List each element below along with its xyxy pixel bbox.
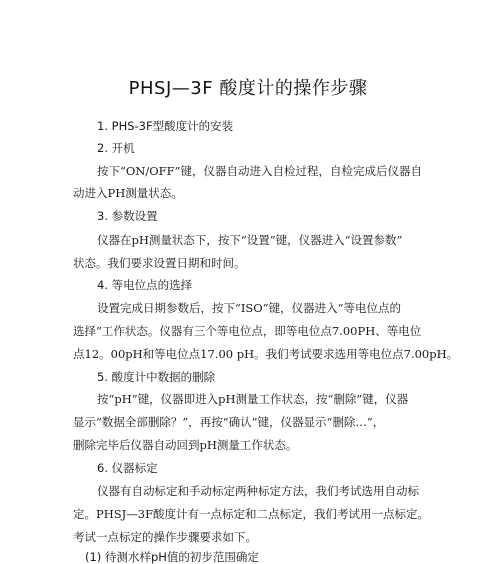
paragraph-line: 考试一点标定的操作步骤要求如下。 — [73, 530, 257, 544]
section-heading: 1. PHS-3F型酸度计的安装 — [97, 119, 234, 133]
paragraph-line: 选择”工作状态。仪器有三个等电位点，即等电位点7.00PH、等电位 — [73, 324, 422, 338]
paragraph-line: 显示“数据全部删除？”，再按“确认”键，仪器显示“删除…”， — [73, 415, 385, 429]
paragraph-line: 仪器在pH测量状态下，按下“设置”键，仪器进入“设置参数” — [97, 233, 403, 247]
document-title: PHSJ—3F 酸度计的操作步骤 — [128, 78, 368, 99]
section-heading: 2. 开机 — [97, 141, 135, 155]
section-heading: 3. 参数设置 — [97, 209, 158, 223]
section-heading: 6. 仪器标定 — [97, 461, 158, 475]
paragraph-line: 仪器有自动标定和手动标定两种标定方法，我们考试选用自动标 — [97, 484, 419, 498]
paragraph-line: 点12。00pH和等电位点17.00 pH。我们考试要求选用等电位点7.00pH。 — [73, 347, 459, 361]
section-heading: 4. 等电位点的选择 — [97, 278, 193, 292]
paragraph-line: 定。PHSJ—3F酸度计有一点标定和二点标定，我们考试用一点标定。 — [73, 507, 430, 521]
paragraph-line: 按“pH”键，仪器即进入pH测量工作状态，按“删除”键，仪器 — [97, 392, 409, 406]
paragraph-line: 按下“ON/OFF”键，仪器自动进入自检过程，自检完成后仪器自 — [97, 164, 423, 178]
paragraph-line: 设置完成日期参数后，按下“ISO”键，仪器进入“等电位点的 — [97, 301, 401, 315]
section-heading: (1) 待测水样pH值的初步范围确定 — [85, 550, 259, 564]
paragraph-line: 状态。我们要求设置日期和时间。 — [73, 256, 246, 270]
section-heading: 5. 酸度计中数据的删除 — [97, 370, 216, 384]
paragraph-line: 动进入PH测量状态。 — [73, 186, 183, 200]
paragraph-line: 删除完毕后仪器自动回到pH测量工作状态。 — [73, 438, 298, 452]
